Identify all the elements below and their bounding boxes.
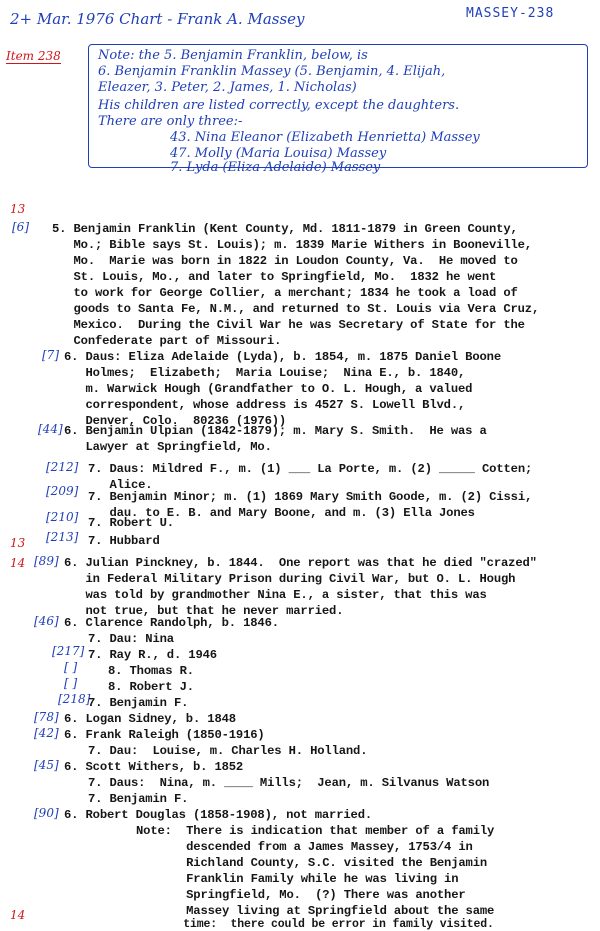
note-line: 7. Lyda (Eliza Adelaide) Massey	[170, 160, 381, 175]
margin-mark: 13	[10, 202, 26, 216]
note-line: Massey living at Springfield about the same	[136, 904, 495, 918]
reference-number: [213]	[46, 530, 79, 544]
note-line: Eleazer, 3. Peter, 2. James, 1. Nicholas)	[98, 80, 357, 95]
note-line: 6. Benjamin Franklin Massey (5. Benjamin, 4. Elijah,	[98, 64, 446, 79]
entry-line: Mo. Marie was born in 1822 in Loudon County, Va. He moved to	[52, 254, 518, 268]
entry-line: Mo.; Bible says St. Louis); m. 1839 Marie Withers in Booneville,	[52, 238, 532, 252]
note-line: Note: the 5. Benjamin Franklin, below, is	[98, 48, 368, 63]
reference-number: [78]	[34, 710, 59, 724]
reference-number: [209]	[46, 484, 79, 498]
entry-line: 7. Benjamin F.	[88, 792, 189, 806]
entry-line: 8. Robert J.	[108, 680, 194, 694]
note-line: time: there could be error in family visited.	[136, 918, 494, 931]
entry-line: Denver, Colo. 80236 (1976))	[64, 414, 287, 428]
reference-number: [217]	[52, 644, 85, 658]
note-line: 43. Nina Eleanor (Elizabeth Henrietta) Massey	[170, 130, 480, 145]
margin-mark: 14	[10, 908, 26, 922]
entry-line: 6. Daus: Eliza Adelaide (Lyda), b. 1854, m. 1875 Daniel Boone	[64, 350, 501, 364]
reference-number: [42]	[34, 726, 59, 740]
entry-line: St. Louis, Mo., and later to Springfield, Mo. 1832 he went	[52, 270, 497, 284]
handwritten-title: 2+ Mar. 1976 Chart - Frank A. Massey	[10, 10, 305, 28]
reference-number: [6]	[12, 220, 29, 234]
entry-line: 7. Benjamin Minor; m. (1) 1869 Mary Smith Goode, m. (2) Cissi,	[88, 490, 533, 504]
reference-number: [7]	[42, 348, 59, 362]
note-line: Springfield, Mo. (?) There was another	[136, 888, 466, 902]
note-line: There are only three:-	[98, 114, 243, 129]
entry-line: dau. to E. B. and Mary Boone, and m. (3) Ella Jones	[88, 506, 475, 520]
id-box: Item 238	[6, 49, 61, 63]
reference-number: [89]	[34, 554, 59, 568]
entry-line: Holmes; Elizabeth; Maria Louise; Nina E., b. 1840,	[64, 366, 466, 380]
entry-line: 8. Thomas R.	[108, 664, 194, 678]
entry-line: to work for George Collier, a merchant; 1834 he took a load of	[52, 286, 518, 300]
entry-line: 6. Robert Douglas (1858-1908), not married.	[64, 808, 373, 822]
entry-line: correspondent, whose address is 4527 S. Lowell Blvd.,	[64, 398, 466, 412]
reference-number: [210]	[46, 510, 79, 524]
entry-line: 6. Scott Withers, b. 1852	[64, 760, 244, 774]
entry-line: goods to Santa Fe, N.M., and returned to St. Louis via Vera Cruz,	[52, 302, 540, 316]
entry-line: 6. Logan Sidney, b. 1848	[64, 712, 236, 726]
note-line: Franklin Family while he was living in	[136, 872, 459, 886]
note-line: Richland County, S.C. visited the Benjamin	[136, 856, 488, 870]
entry-line: was told by grandmother Nina E., a sister, that this was	[64, 588, 487, 602]
note-line: Note: There is indication that member of a family	[136, 824, 495, 838]
entry-line: 7. Robert U.	[88, 516, 174, 530]
reference-number: [218]	[58, 692, 91, 706]
entry-line: 7. Dau: Nina	[88, 632, 174, 646]
entry-line: 6. Benjamin Ulpian (1842-1879); m. Mary S. Smith. He was a	[64, 424, 487, 438]
entry-line: in Federal Military Prison during Civil War, but O. L. Hough	[64, 572, 516, 586]
reference-number: [44]	[38, 422, 63, 436]
reference-number: [45]	[34, 758, 59, 772]
entry-line: Mexico. During the Civil War he was Secretary of State for the	[52, 318, 525, 332]
reference-number: [ ]	[64, 676, 78, 690]
entry-line: 7. Daus: Mildred F., m. (1) ___ La Porte, m. (2) _____ Cotten;	[88, 462, 533, 476]
entry-line: not true, but that he never married.	[64, 604, 344, 618]
entry-line: Alice.	[88, 478, 153, 492]
entry-line: 7. Ray R., d. 1946	[88, 648, 217, 662]
entry-line: Confederate part of Missouri.	[52, 334, 282, 348]
entry-line: 7. Dau: Louise, m. Charles H. Holland.	[88, 744, 368, 758]
entry-line: m. Warwick Hough (Grandfather to O. L. Hough, a valued	[64, 382, 473, 396]
note-line: His children are listed correctly, except the daughters.	[98, 98, 460, 113]
margin-mark: 13	[10, 536, 26, 550]
entry-line: 7. Benjamin F.	[88, 696, 189, 710]
entry-line: 7. Hubbard	[88, 534, 160, 548]
entry-line: 6. Frank Raleigh (1850-1916)	[64, 728, 265, 742]
entry-line: 6. Clarence Randolph, b. 1846.	[64, 616, 279, 630]
entry-line: 5. Benjamin Franklin (Kent County, Md. 1811-1879 in Green County,	[52, 222, 518, 236]
reference-number: [90]	[34, 806, 59, 820]
reference-number: [212]	[46, 460, 79, 474]
entry-line: Lawyer at Springfield, Mo.	[64, 440, 272, 454]
entry-line: 6. Julian Pinckney, b. 1844. One report was that he died "crazed"	[64, 556, 537, 570]
margin-mark: 14	[10, 556, 26, 570]
note-line: 47. Molly (Maria Louisa) Massey	[170, 146, 387, 161]
reference-number: [ ]	[64, 660, 78, 674]
note-line: descended from a James Massey, 1753/4 in	[136, 840, 473, 854]
file-id: MASSEY-238	[466, 6, 555, 21]
reference-number: [46]	[34, 614, 59, 628]
entry-line: 7. Daus: Nina, m. ____ Mills; Jean, m. Silvanus Watson	[88, 776, 490, 790]
